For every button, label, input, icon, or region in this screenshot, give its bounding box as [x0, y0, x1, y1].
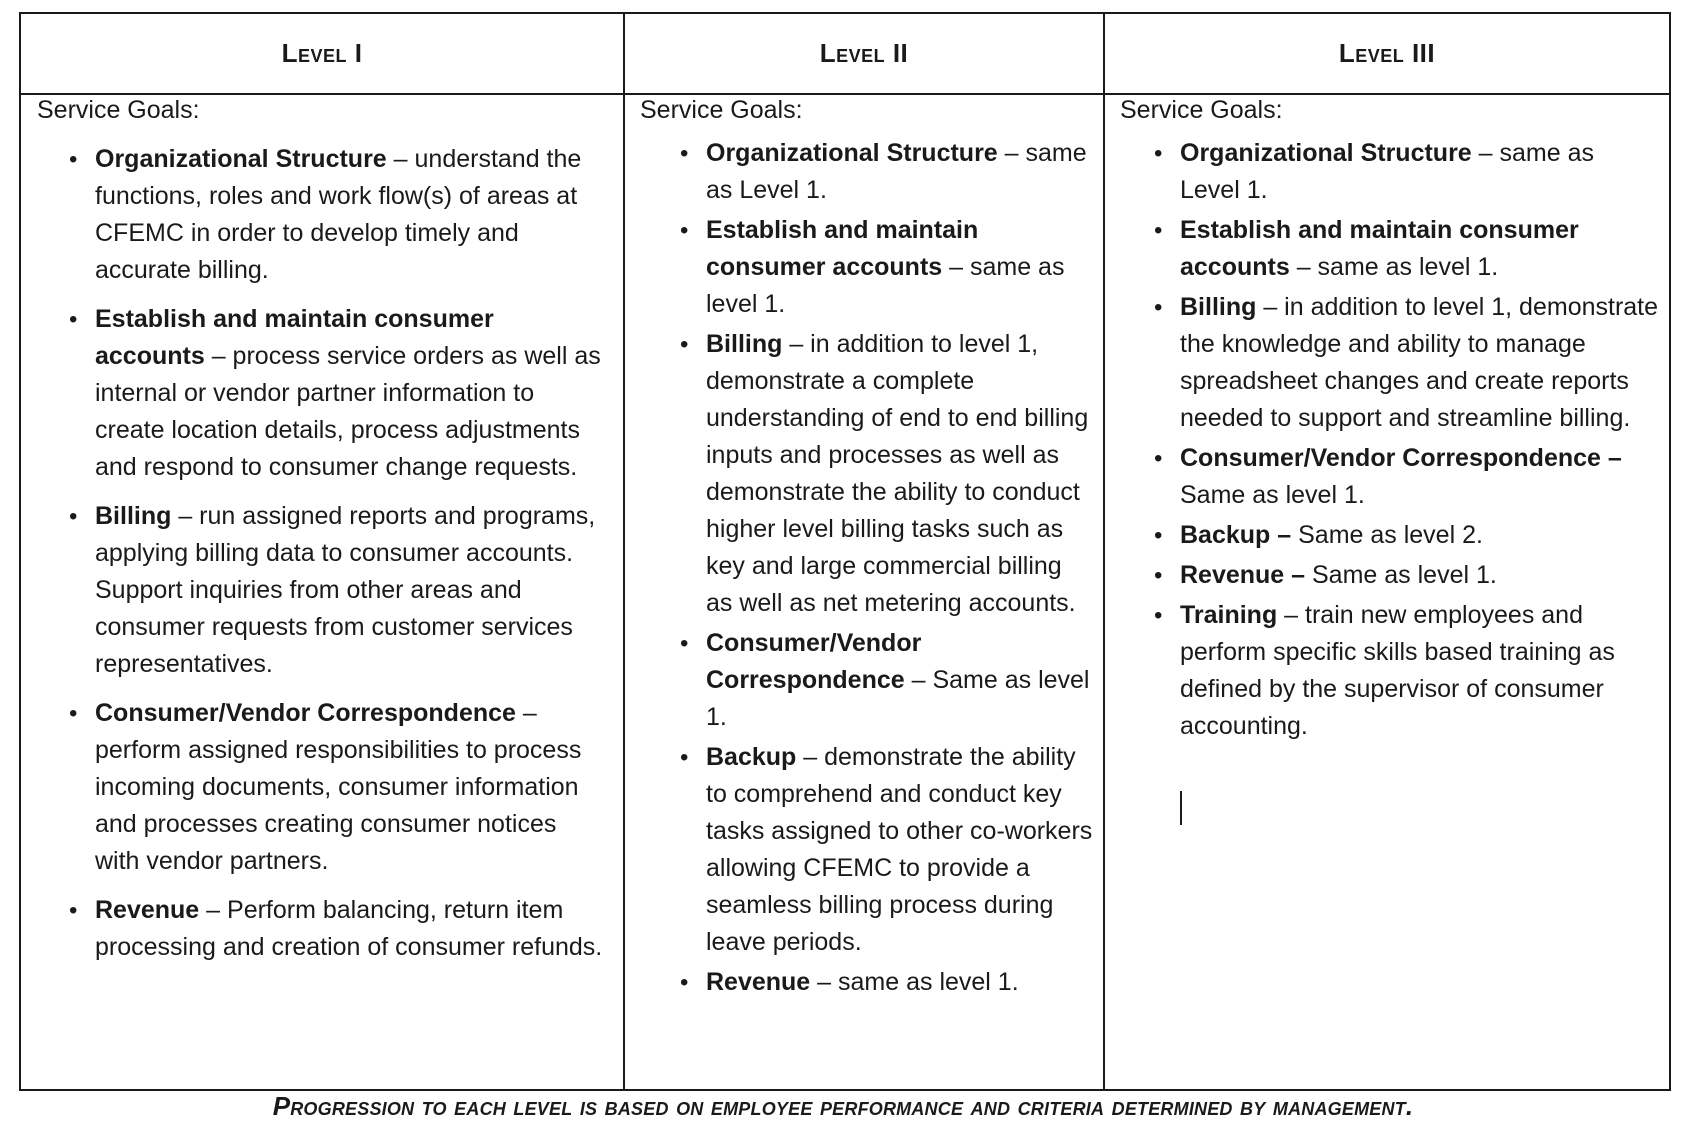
- goal-title: Organizational Structure: [1180, 139, 1472, 167]
- goal-text: – train new employees and perform specific skills based training as defined by the supervisor of consumer accounting.: [1180, 601, 1615, 740]
- level-2-body: [625, 95, 1103, 1001]
- bullet-icon: •: [1154, 602, 1163, 629]
- level-1-header: Level I: [281, 38, 363, 68]
- level-1-section-label: Service Goals:: [37, 96, 200, 124]
- goal-text: – run assigned reports and programs, applying billing data to consumer accounts. Support inquiries from other areas and consumer requests from customer services representatives.: [95, 502, 596, 678]
- level-3-column: [1103, 14, 1669, 1089]
- level-1-column: [21, 14, 623, 1089]
- goal-title: Establish and maintain consumer accounts: [1180, 216, 1579, 281]
- level-3-goal-list: [1120, 135, 1659, 745]
- goal-text: – process service orders as well as internal or vendor partner information to create location details, process adjustments and respond to consumer change requests.: [95, 342, 601, 481]
- bullet-icon: •: [69, 897, 78, 924]
- goal-item: [640, 212, 1093, 323]
- goal-text: – in addition to level 1, demonstrate a complete understanding of end to end billing inputs and processes as well as demonstrate the ability to conduct higher level billing tasks such as key and large commercial billing as well as net metering accounts.: [706, 330, 1089, 617]
- goal-item: [37, 695, 605, 880]
- goal-item: [37, 498, 605, 683]
- bullet-icon: •: [680, 331, 689, 358]
- level-3-body: [1105, 95, 1669, 745]
- goal-item: [1120, 212, 1659, 286]
- goal-text: – perform assigned responsibilities to process incoming documents, consumer information and processes creating consumer notices with vendor partners.: [95, 699, 582, 875]
- goal-text: – understand the functions, roles and work flow(s) of areas at CFEMC in order to develop timely and accurate billing.: [95, 145, 582, 284]
- goal-item: [640, 135, 1093, 209]
- goal-title: Consumer/Vendor Correspondence –: [1180, 444, 1622, 472]
- goal-item: [1120, 597, 1659, 745]
- goal-title: Consumer/Vendor Correspondence: [706, 629, 922, 694]
- goal-item: [1120, 440, 1659, 514]
- goal-item: [1120, 135, 1659, 209]
- goal-text: – same as Level 1.: [1180, 139, 1594, 204]
- goal-text: – same as Level 1.: [706, 139, 1087, 204]
- level-2-section-label: Service Goals:: [640, 96, 803, 124]
- goal-title: Revenue: [706, 968, 811, 996]
- goal-text: – same as level 1.: [810, 968, 1019, 996]
- bullet-icon: •: [1154, 562, 1163, 589]
- goal-item: [37, 141, 605, 289]
- goal-title: Billing: [1180, 293, 1257, 321]
- level-1-header-cell: [21, 14, 623, 95]
- level-3-header: Level III: [1338, 38, 1436, 68]
- text-cursor[interactable]: [1180, 791, 1182, 825]
- goal-title: Training: [1180, 601, 1278, 629]
- goal-text: – same as level 1.: [1289, 253, 1499, 281]
- level-3-header-cell: [1105, 14, 1669, 95]
- goal-title: Billing: [95, 502, 172, 530]
- level-1-body: [21, 95, 623, 966]
- level-2-header-cell: [625, 14, 1103, 95]
- goal-item: [1120, 289, 1659, 437]
- goal-text: – Same as level 1.: [706, 666, 1090, 731]
- goal-item: [1120, 557, 1659, 594]
- footer-note: Progression to each level is based on employee performance and criteria determined by management.: [272, 1091, 1414, 1121]
- bullet-icon: •: [680, 969, 689, 996]
- goal-title: Organizational Structure: [706, 139, 998, 167]
- goal-title: Establish and maintain consumer accounts: [95, 305, 494, 370]
- goal-text: – same as level 1.: [706, 253, 1065, 318]
- level-2-goal-list: [640, 135, 1093, 1001]
- bullet-icon: •: [680, 217, 689, 244]
- level-2-header: Level II: [819, 38, 909, 68]
- goal-item: [640, 326, 1093, 622]
- goal-text: Same as level 1.: [1180, 481, 1365, 509]
- goal-text: – Perform balancing, return item processing and creation of consumer refunds.: [95, 896, 603, 961]
- goal-title: Billing: [706, 330, 783, 358]
- goal-item: [37, 892, 605, 966]
- bullet-icon: •: [1154, 140, 1163, 167]
- bullet-icon: •: [1154, 445, 1163, 472]
- goal-title: Revenue –: [1180, 561, 1306, 589]
- goal-item: [640, 625, 1093, 736]
- goal-title: Backup –: [1180, 521, 1292, 549]
- goal-text: – in addition to level 1, demonstrate the knowledge and ability to manage spreadsheet changes and create reports needed to support and streamline billing.: [1180, 293, 1659, 432]
- bullet-icon: •: [680, 744, 689, 771]
- goal-title: Consumer/Vendor Correspondence: [95, 699, 516, 727]
- bullet-icon: •: [69, 700, 78, 727]
- bullet-icon: •: [69, 503, 78, 530]
- goal-item: [37, 301, 605, 486]
- bullet-icon: •: [680, 630, 689, 657]
- levels-table: [19, 12, 1671, 1091]
- goal-title: Establish and maintain consumer accounts: [706, 216, 979, 281]
- bullet-icon: •: [69, 146, 78, 173]
- level-2-column: [623, 14, 1103, 1089]
- bullet-icon: •: [1154, 294, 1163, 321]
- goal-text: Same as level 2.: [1291, 521, 1483, 549]
- bullet-icon: •: [1154, 217, 1163, 244]
- goal-text: Same as level 1.: [1305, 561, 1497, 589]
- goal-item: [640, 739, 1093, 961]
- bullet-icon: •: [1154, 522, 1163, 549]
- goal-item: [1120, 517, 1659, 554]
- goal-title: Organizational Structure: [95, 145, 387, 173]
- goal-text: – demonstrate the ability to comprehend and conduct key tasks assigned to other co-workers allowing CFEMC to provide a seamless billing process during leave periods.: [706, 743, 1093, 956]
- bullet-icon: •: [69, 306, 78, 333]
- goal-item: [640, 964, 1093, 1001]
- level-1-goal-list: [37, 141, 605, 966]
- goal-title: Backup: [706, 743, 797, 771]
- goal-title: Revenue: [95, 896, 200, 924]
- level-3-section-label: Service Goals:: [1120, 96, 1283, 124]
- bullet-icon: •: [680, 140, 689, 167]
